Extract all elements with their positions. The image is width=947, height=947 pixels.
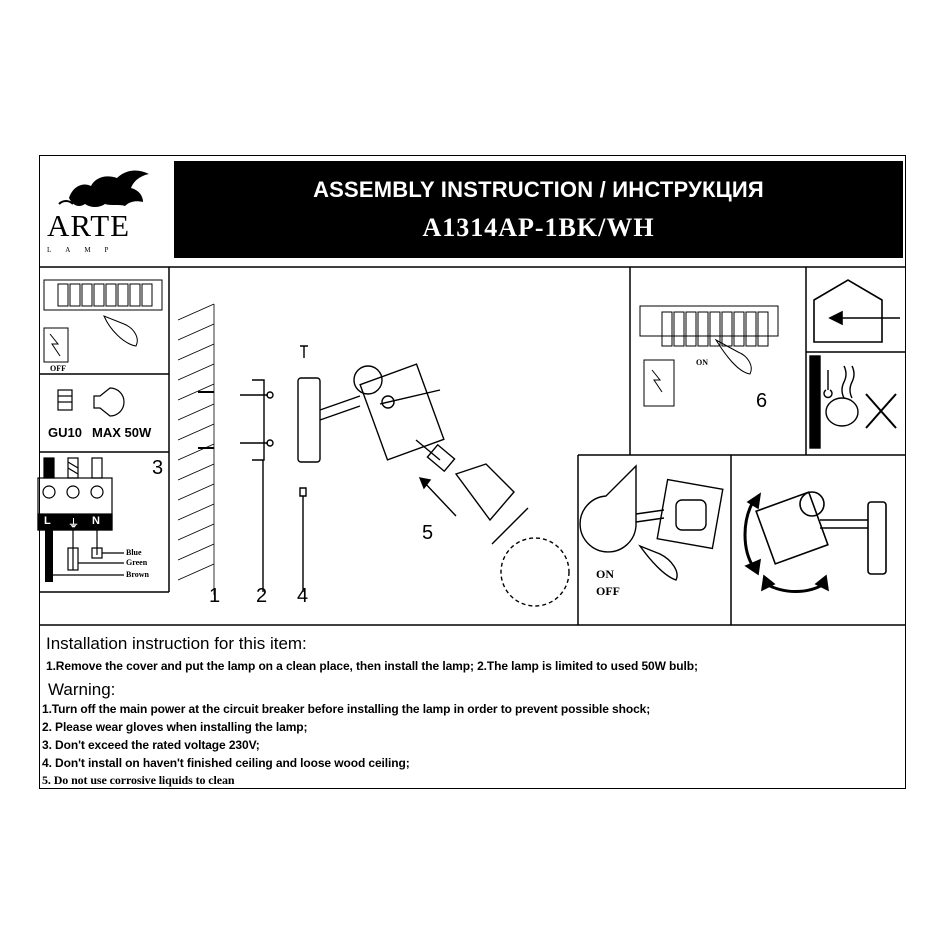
wire-blue-label: Blue bbox=[126, 548, 142, 557]
step-1: 1 bbox=[209, 585, 221, 607]
house-indoor-icon bbox=[814, 280, 900, 342]
warning-heading: Warning: bbox=[48, 680, 116, 699]
warning-item-2: 2. Please wear gloves when installing the lamp; bbox=[42, 720, 308, 734]
step-3: 3 bbox=[152, 457, 164, 479]
step-2: 2 bbox=[256, 585, 268, 607]
wall-hatching bbox=[178, 304, 214, 595]
switch-on-label: ON bbox=[596, 567, 614, 581]
step-5: 5 bbox=[422, 522, 434, 544]
brand-sub: LAMP bbox=[47, 246, 123, 254]
lamp-switch-diagram bbox=[580, 466, 723, 580]
wire-brown-label: Brown bbox=[126, 570, 149, 579]
breaker-off-label: OFF bbox=[50, 364, 66, 373]
warning-item-5: 5. Do not use corrosive liquids to clean bbox=[42, 773, 235, 787]
switch-off-label: OFF bbox=[596, 584, 620, 598]
brand-name: ARTE bbox=[47, 208, 131, 243]
bulb-gu10-icon bbox=[58, 388, 124, 416]
step-4: 4 bbox=[297, 585, 309, 607]
hot-surface-warning-icon bbox=[810, 356, 896, 448]
bracket-and-screws bbox=[240, 346, 320, 592]
terminal-L: L bbox=[44, 515, 51, 527]
spot-lamp-head bbox=[320, 364, 569, 606]
terminal-N: N bbox=[92, 515, 100, 527]
warning-item-3: 3. Don't exceed the rated voltage 230V; bbox=[42, 738, 260, 752]
warning-item-4: 4. Don't install on haven't finished ceiling and loose wood ceiling; bbox=[42, 756, 410, 770]
model-number: A1314AP-1BK/WH bbox=[422, 213, 655, 242]
breaker-on-label: ON bbox=[696, 358, 708, 367]
rotation-diagram bbox=[745, 492, 886, 592]
step-6: 6 bbox=[756, 390, 768, 412]
bulb-type: GU10 bbox=[48, 425, 82, 440]
bulb-power: MAX 50W bbox=[92, 425, 152, 440]
terminal-earth: ⏚ bbox=[68, 518, 79, 530]
installation-line: 1.Remove the cover and put the lamp on a clean place, then install the lamp; 2.The lamp is limited to used 50W bulb; bbox=[46, 659, 698, 673]
wire-green-label: Green bbox=[126, 558, 148, 567]
installation-heading: Installation instruction for this item: bbox=[46, 634, 307, 653]
warning-item-1: 1.Turn off the main power at the circuit breaker before installing the lamp in order to prevent possible shock; bbox=[42, 702, 651, 716]
header-title: ASSEMBLY INSTRUCTION / ИНСТРУКЦИЯ bbox=[313, 177, 764, 202]
breaker-panel-icon bbox=[44, 280, 162, 362]
